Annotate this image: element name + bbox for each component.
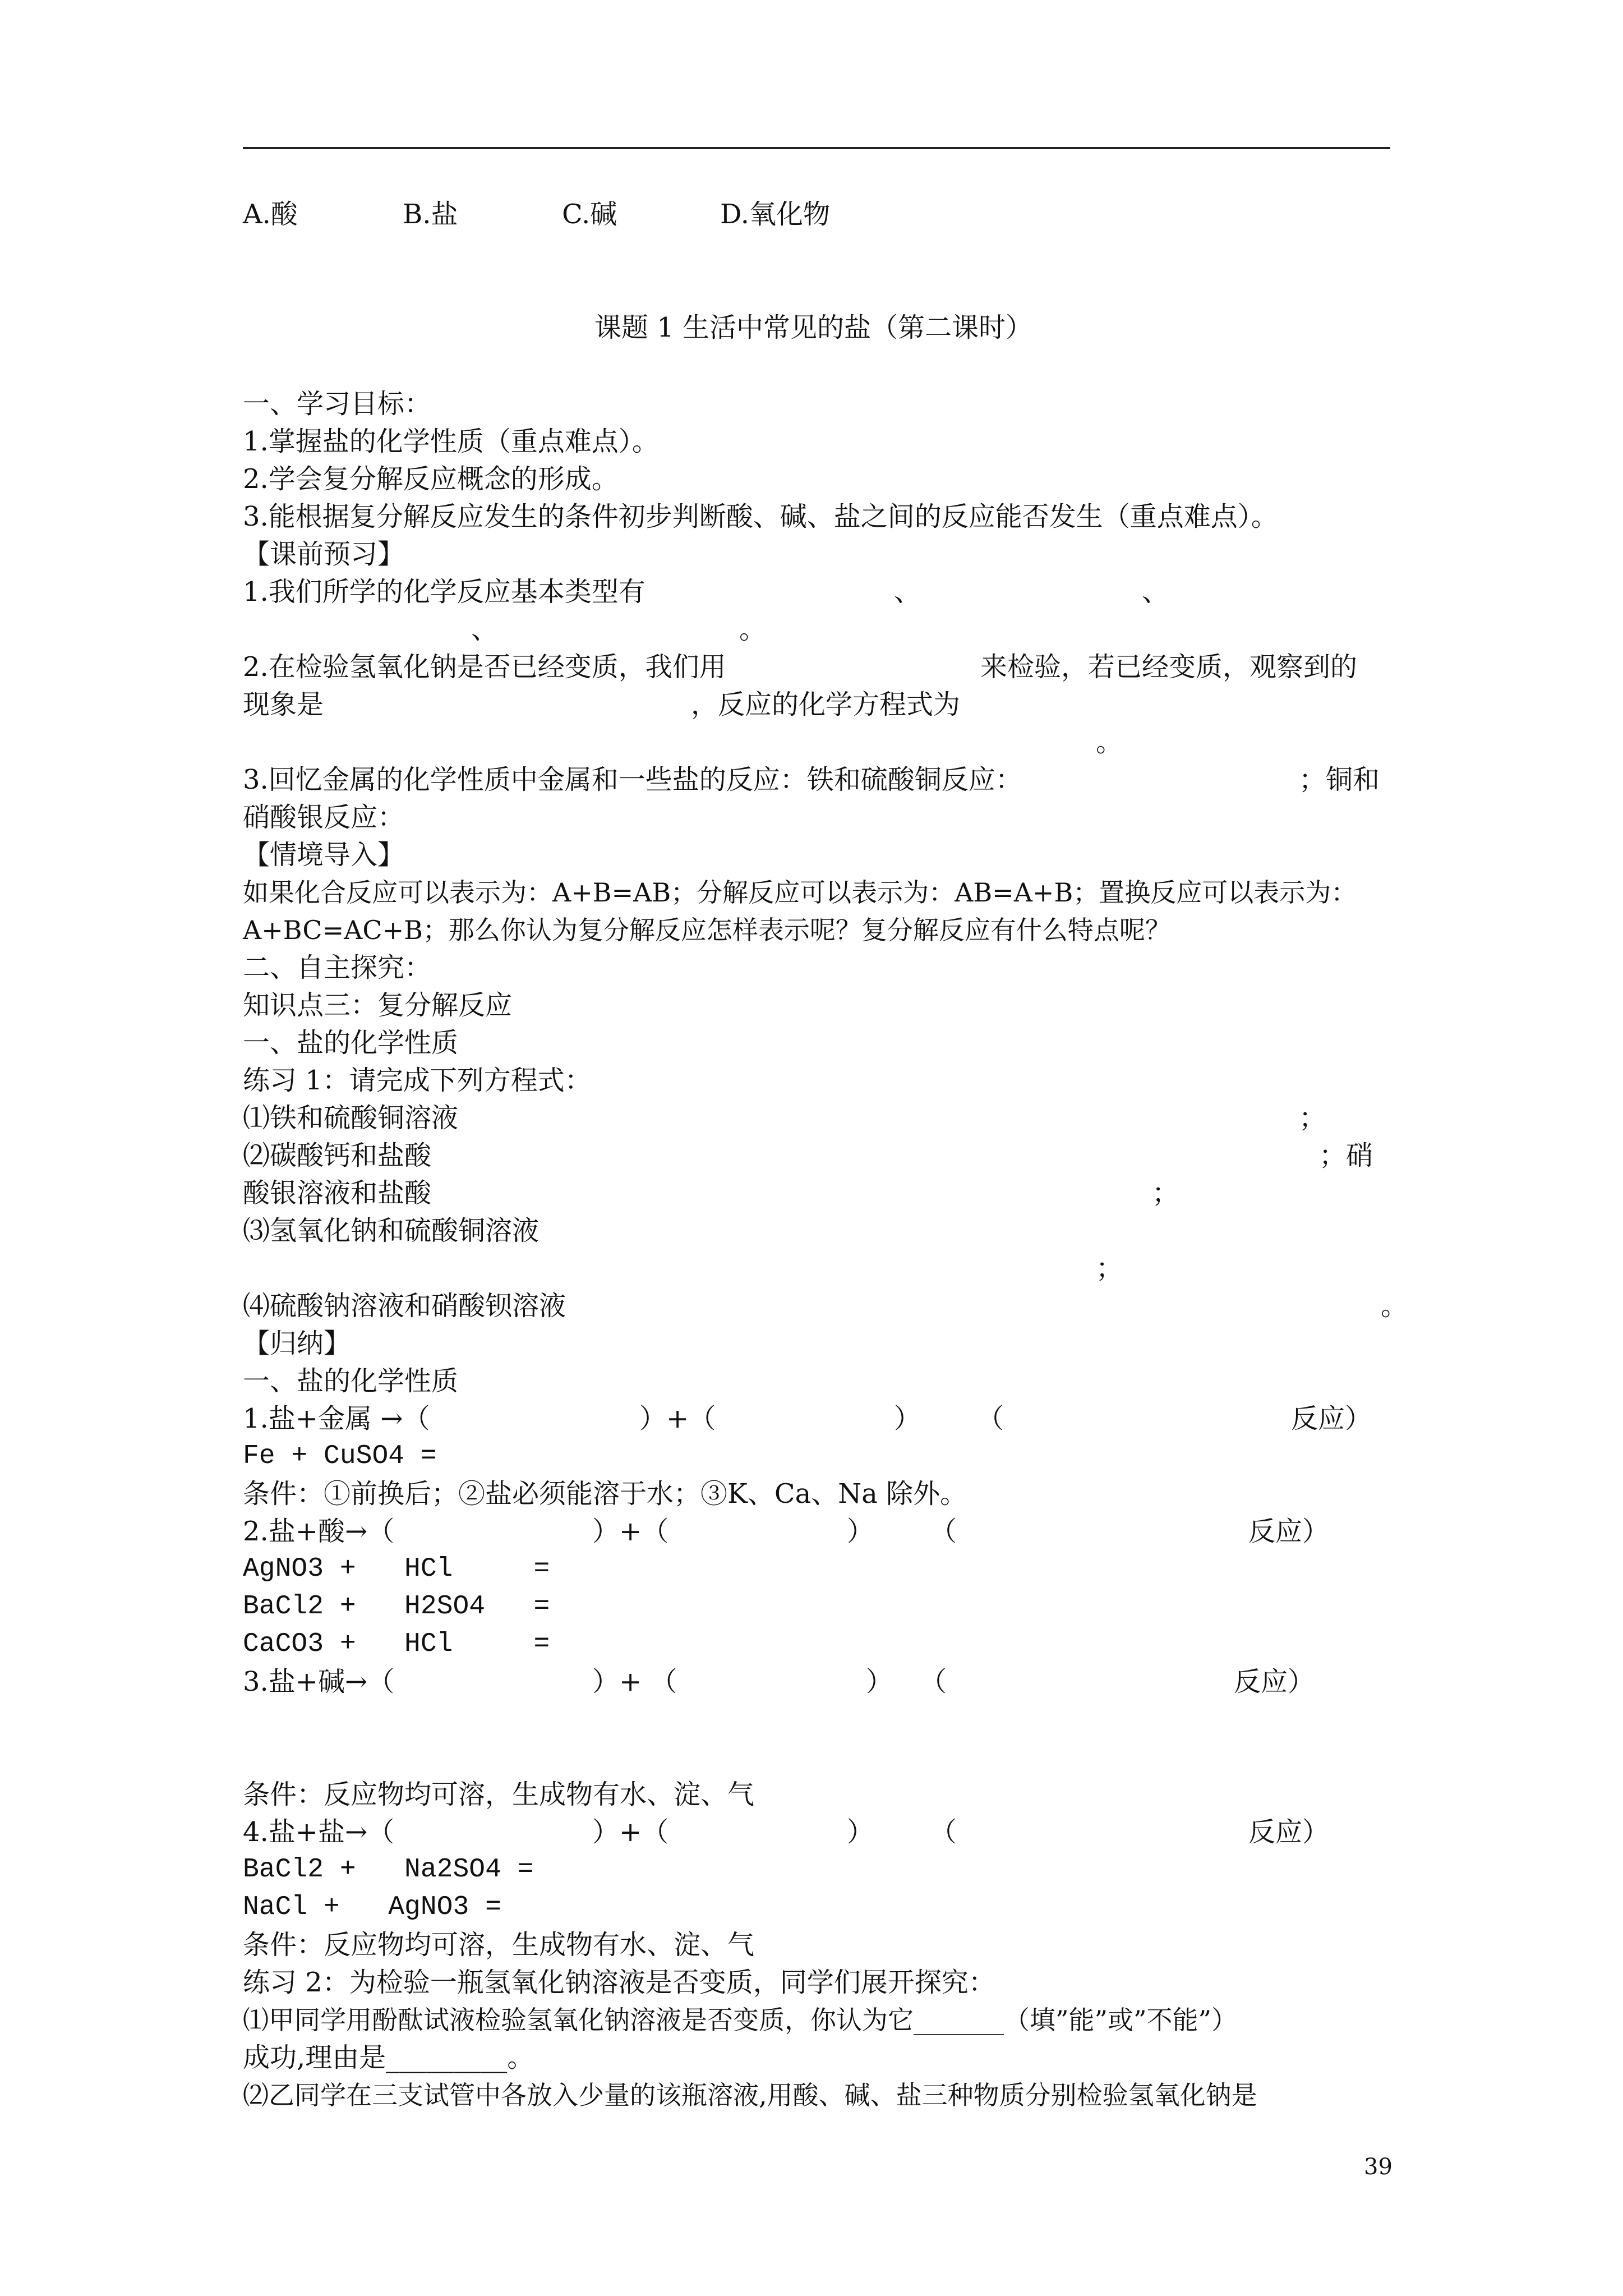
option-a: A.酸: [243, 199, 298, 230]
salt-acid-rule: 2.盐+酸→（: [243, 1516, 395, 1547]
preview-2-phenomenon: 现象是: [243, 689, 324, 720]
preview-2-equation: ，反应的化学方程式为: [691, 689, 961, 720]
preview-3-cont: ；铜和: [1299, 764, 1380, 795]
exercise-1-item-2: ⑵碳酸钙和盐酸: [243, 1140, 432, 1171]
salt-metal-close: ）: [894, 1403, 921, 1434]
intro-heading: 【情境导入】: [243, 839, 405, 871]
exercise-1-item-3: ⑶氢氧化钠和硫酸铜溶液: [243, 1215, 540, 1246]
salt-metal-rule: 1.盐+金属 →（: [243, 1403, 430, 1434]
exercise-2-item-1: ⑴甲同学用酚酞试液检验氢氧化钠溶液是否变质，你认为它_______（填”能”或”不能”）: [243, 2005, 1238, 2035]
explore-heading: 二、自主探究：: [243, 952, 432, 983]
exercise-1: 练习 1：请完成下列方程式：: [243, 1065, 592, 1096]
salt-base-open: （: [920, 1666, 947, 1697]
salt-base-rule: 3.盐+碱→（: [243, 1666, 395, 1697]
salt-salt-reaction: 反应）: [1248, 1816, 1330, 1848]
intro-text-2: A+BC=AC+B；那么你认为复分解反应怎样表示呢？复分解反应有什么特点呢？: [243, 915, 1171, 945]
salt-salt-close: ）: [847, 1816, 874, 1848]
exercise-1-item-1: ⑴铁和硫酸铜溶液: [243, 1102, 459, 1134]
goal-3: 3.能根据复分解反应发生的条件初步判断酸、碱、盐之间的反应能否发生（重点难点）。: [243, 501, 1278, 532]
salt-acid-close: ）: [847, 1516, 874, 1547]
salt-acid-plus: ）+（: [592, 1516, 669, 1547]
salt-salt-condition: 条件：反应物均可溶，生成物有水、淀、气: [243, 1929, 755, 1961]
option-b: B.盐: [403, 199, 458, 230]
goal-1: 1.掌握盐的化学性质（重点难点）。: [243, 426, 659, 457]
exercise-1-item-4-end: 。: [1381, 1290, 1408, 1322]
salt-acid-equation-2: BaCl2 + H2SO4 =: [243, 1591, 550, 1622]
intro-text-1: 如果化合反应可以表示为：A+B=AB；分解反应可以表示为：AB=A+B；置换反应可以表示为：: [243, 877, 1357, 908]
salt-salt-equation-2: NaCl + AgNO3 =: [243, 1892, 501, 1922]
salt-metal-reaction: 反应）: [1291, 1403, 1372, 1434]
preview-1-sep: 、: [471, 614, 499, 645]
salt-base-reaction: 反应）: [1234, 1666, 1315, 1697]
salt-salt-equation-1: BaCl2 + Na2SO4 =: [243, 1855, 534, 1885]
goal-2: 2.学会复分解反应概念的形成。: [243, 463, 619, 495]
preview-1-end: 。: [739, 614, 767, 645]
preview-1: 1.我们所学的化学反应基本类型有: [243, 576, 645, 608]
summary-salt-properties: 一、盐的化学性质: [243, 1365, 459, 1397]
exercise-2-item-1b: 成功,理由是_________。: [243, 2042, 534, 2073]
exercise-1-item-4: ⑷硫酸钠溶液和硝酸钡溶液: [243, 1290, 566, 1322]
salt-acid-equation-1: AgNO3 + HCl =: [243, 1554, 550, 1584]
option-d: D.氧化物: [720, 199, 831, 230]
exercise-1-item-1-end: ；: [1299, 1102, 1326, 1134]
preview-heading: 【课前预习】: [243, 539, 405, 570]
exercise-1-item-2b-end: ；: [1152, 1177, 1179, 1209]
preview-2-cont: 来检验，若已经变质，观察到的: [980, 651, 1358, 683]
exercise-2: 练习 2：为检验一瓶氢氧化钠溶液是否变质，同学们展开探究：: [243, 1967, 995, 1998]
salt-salt-open: （: [930, 1816, 957, 1848]
knowledge-point-3: 知识点三：复分解反应: [243, 990, 513, 1021]
salt-acid-equation-3: CaCO3 + HCl =: [243, 1629, 550, 1659]
salt-properties: 一、盐的化学性质: [243, 1027, 459, 1059]
exercise-1-item-2b: 酸银溶液和盐酸: [243, 1177, 432, 1209]
preview-3: 3.回忆金属的化学性质中金属和一些盐的反应：铁和硫酸铜反应：: [243, 764, 1022, 795]
goals-heading: 一、学习目标：: [243, 388, 432, 420]
lesson-title: 课题 1 生活中常见的盐（第二课时）: [594, 312, 1033, 343]
preview-1-sep: 、: [1142, 576, 1169, 608]
preview-2-end: 。: [1096, 726, 1123, 758]
page-number: 39: [1364, 2154, 1393, 2180]
option-c: C.碱: [562, 199, 617, 230]
salt-base-close: ）: [866, 1666, 893, 1697]
salt-metal-equation: Fe + CuSO4 =: [243, 1441, 437, 1471]
exercise-1-item-3-end: ；: [1096, 1253, 1123, 1284]
preview-3-b: 硝酸银反应：: [243, 802, 405, 833]
header-rule: [243, 147, 1390, 149]
salt-acid-open: （: [930, 1516, 957, 1547]
salt-metal-open: （: [977, 1403, 1004, 1434]
preview-1-sep: 、: [894, 576, 921, 608]
salt-acid-reaction: 反应）: [1248, 1516, 1330, 1547]
salt-salt-rule: 4.盐+盐→（: [243, 1816, 395, 1848]
salt-metal-condition: 条件：①前换后；②盐必须能溶于水；③K、Ca、Na 除外。: [243, 1478, 967, 1510]
exercise-2-item-2: ⑵乙同学在三支试管中各放入少量的该瓶溶液,用酸、碱、盐三种物质分别检验氢氧化钠是: [243, 2080, 1257, 2110]
preview-2: 2.在检验氢氧化钠是否已经变质，我们用: [243, 651, 726, 683]
salt-salt-plus: ）+（: [592, 1816, 669, 1848]
salt-base-plus: ）+ （: [592, 1666, 677, 1697]
summary-heading: 【归纳】: [243, 1328, 351, 1359]
salt-metal-plus: ）+（: [639, 1403, 716, 1434]
salt-base-condition: 条件：反应物均可溶，生成物有水、淀、气: [243, 1779, 755, 1810]
exercise-1-item-2-end: ；硝: [1319, 1140, 1373, 1171]
